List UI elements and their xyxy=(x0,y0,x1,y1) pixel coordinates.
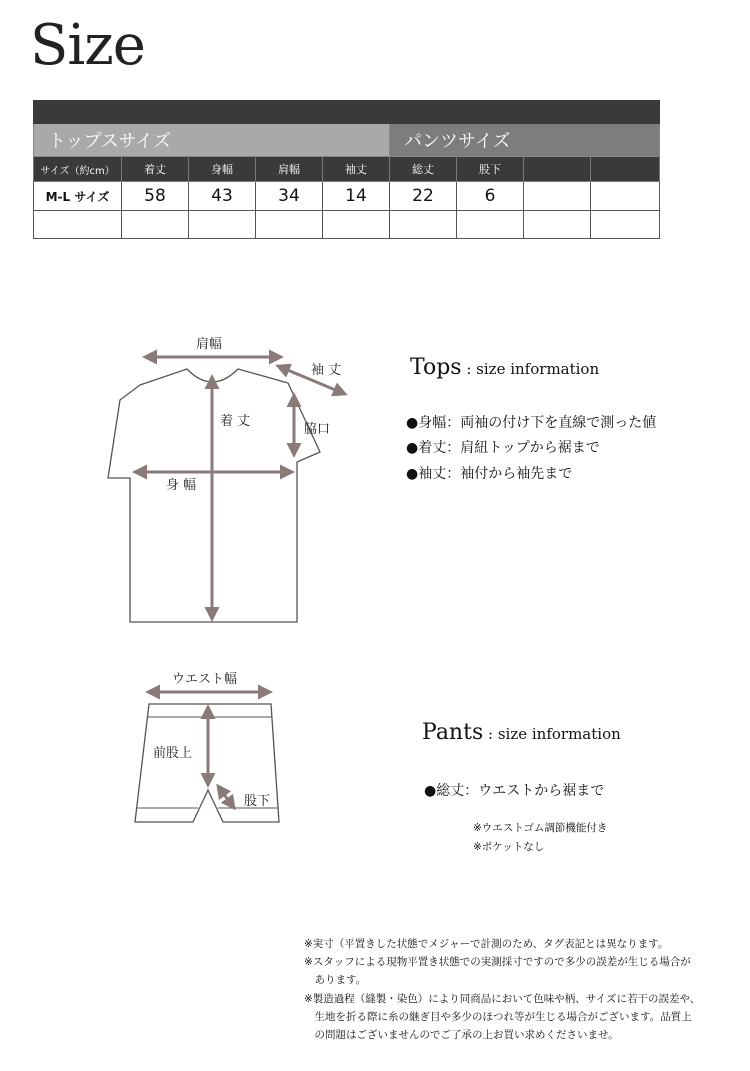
footnote-line: ※製造過程（縫製・染色）により同商品において色味や柄、サイズに若干の誤差や、 xyxy=(304,993,701,1005)
table-header-cell: サイズ（約cm） xyxy=(34,157,122,182)
tops-heading-sub: : size information xyxy=(461,360,600,378)
pants-heading xyxy=(422,720,621,745)
body-length-label: 着 丈 xyxy=(220,414,251,429)
footnote-line: ※スタッフによる現物平置き状態での実測採寸ですので多少の誤差が生じる場合が xyxy=(304,956,691,968)
pants-heading-main: Pants xyxy=(422,720,484,745)
waist-width-label: ウエスト幅 xyxy=(172,672,238,687)
tops-bullet: ●着丈：肩紐トップから裾まで xyxy=(406,440,600,456)
table-cell: 34 xyxy=(256,182,323,211)
pants-note: ※ポケットなし xyxy=(473,841,545,853)
shoulder-width-label: 肩幅 xyxy=(196,337,223,352)
table-cell: 58 xyxy=(122,182,189,211)
pants-heading-sub: : size information xyxy=(483,725,621,743)
pants-bullet: ●総丈：ウエストから裾まで xyxy=(424,783,605,799)
tops-outline xyxy=(108,369,320,622)
tops-bullet: ●身幅：両袖の付け下を直線で測った値 xyxy=(406,415,657,431)
armhole-label: 脇口 xyxy=(304,422,331,437)
tops-heading-main: Tops xyxy=(410,355,462,380)
pants-note: ※ウエストゴム調節機能付き xyxy=(473,822,608,834)
table-header-cell: 総丈 xyxy=(390,157,457,182)
footnote-line: 生地を折る際に糸の継ぎ目や多少のほつれ等が生じる場合がございます。品質上 xyxy=(304,1011,692,1023)
table-cell: 22 xyxy=(390,182,457,211)
page-title: Size xyxy=(30,13,145,78)
table-header-cell: 袖丈 xyxy=(323,157,390,182)
table-cell-size: M-L サイズ xyxy=(34,182,122,211)
tops-heading xyxy=(410,355,599,380)
table-cell: 14 xyxy=(323,182,390,211)
table-header-cell: 着丈 xyxy=(122,157,189,182)
pants-size-section-label: パンツサイズ xyxy=(390,124,660,157)
tops-size-section-label: トップスサイズ xyxy=(34,124,390,157)
table-header-cell: 身幅 xyxy=(189,157,256,182)
chest-width-label: 身 幅 xyxy=(166,478,197,493)
table-cell: 43 xyxy=(189,182,256,211)
inseam-arrow xyxy=(218,786,234,808)
footnote-line: あります。 xyxy=(304,974,367,986)
table-cell: 6 xyxy=(457,182,524,211)
footnote-line: ※実寸（平置きした状態でメジャーで計測のため、タグ表記とは異なります。 xyxy=(304,938,669,950)
footnote-line: の問題はございませんのでご了承の上お買い求めくださいませ。 xyxy=(304,1029,619,1041)
inseam-label: 股下 xyxy=(244,794,271,809)
table-header-cell: 肩幅 xyxy=(256,157,323,182)
table-header-cell: 股下 xyxy=(457,157,524,182)
front-rise-label: 前股上 xyxy=(153,746,193,761)
tops-bullet: ●袖丈：袖付から袖先まで xyxy=(406,466,573,482)
sleeve-length-label: 袖 丈 xyxy=(311,363,342,378)
